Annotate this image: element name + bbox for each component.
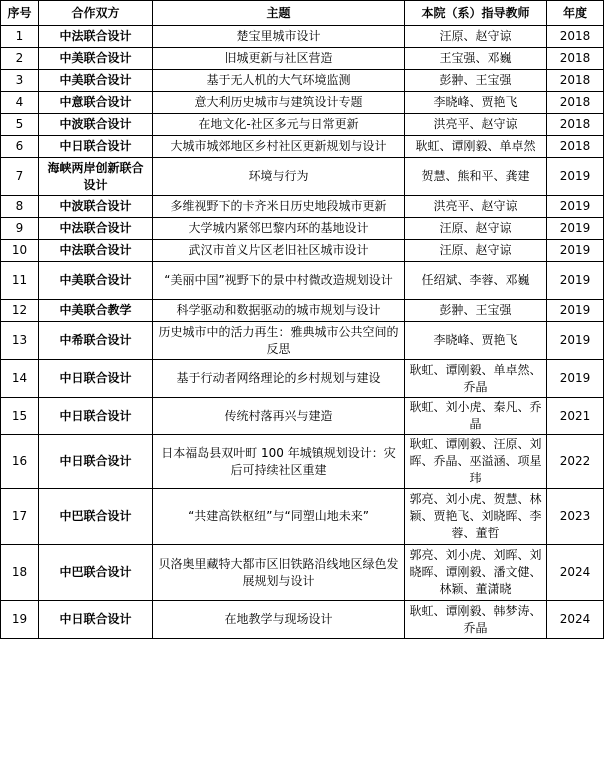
cell-index: 16 — [1, 435, 39, 489]
table-row — [1, 218, 604, 240]
cell-index: 5 — [1, 114, 39, 136]
cell-index: 8 — [1, 196, 39, 218]
cell-year: 2018 — [547, 136, 604, 158]
cell-partner: 中日联合设计 — [39, 360, 153, 398]
cell-teachers: 汪原、赵守谅 — [405, 26, 547, 48]
table-row — [1, 435, 604, 489]
cell-partner: 中日联合设计 — [39, 136, 153, 158]
table-row — [1, 158, 604, 196]
cell-partner: 中美联合设计 — [39, 70, 153, 92]
cell-year: 2018 — [547, 26, 604, 48]
cell-partner: 中希联合设计 — [39, 322, 153, 360]
cell-teachers: 耿虹、谭刚毅、单卓然、乔晶 — [405, 360, 547, 398]
cell-index: 15 — [1, 398, 39, 435]
header-row — [1, 1, 604, 26]
table-row — [1, 240, 604, 262]
cell-topic: 楚宝里城市设计 — [153, 26, 405, 48]
table-row — [1, 92, 604, 114]
cell-index: 2 — [1, 48, 39, 70]
cell-topic: “共建高铁枢纽”与“同塑山地未来” — [153, 489, 405, 545]
cell-year: 2019 — [547, 322, 604, 360]
table-row — [1, 300, 604, 322]
cell-partner: 中法联合设计 — [39, 240, 153, 262]
cell-year: 2022 — [547, 435, 604, 489]
cell-index: 13 — [1, 322, 39, 360]
cell-index: 6 — [1, 136, 39, 158]
cell-teachers: 汪原、赵守谅 — [405, 218, 547, 240]
cell-topic: 大学城内紧邻巴黎内环的基地设计 — [153, 218, 405, 240]
cell-index: 19 — [1, 601, 39, 639]
cell-year: 2021 — [547, 398, 604, 435]
cell-partner: 中巴联合设计 — [39, 545, 153, 601]
cell-teachers: 郭亮、刘小虎、刘晖、刘晓晖、谭刚毅、潘文健、林颖、董潇晓 — [405, 545, 547, 601]
cell-year: 2019 — [547, 360, 604, 398]
cell-partner: 中日联合设计 — [39, 398, 153, 435]
cell-year: 2019 — [547, 196, 604, 218]
cell-topic: 在地文化-社区多元与日常更新 — [153, 114, 405, 136]
cell-index: 9 — [1, 218, 39, 240]
header-index: 序号 — [1, 1, 39, 26]
cell-topic: 意大利历史城市与建筑设计专题 — [153, 92, 405, 114]
cell-teachers: 洪亮平、赵守谅 — [405, 114, 547, 136]
cell-teachers: 耿虹、刘小虎、秦凡、乔晶 — [405, 398, 547, 435]
cell-topic: 贝洛奥里藏特大都市区旧铁路沿线地区绿色发展规划与设计 — [153, 545, 405, 601]
cell-partner: 中美联合设计 — [39, 262, 153, 300]
cell-year: 2018 — [547, 92, 604, 114]
cell-teachers: 耿虹、谭刚毅、单卓然 — [405, 136, 547, 158]
cell-partner: 中日联合设计 — [39, 601, 153, 639]
cell-topic: 环境与行为 — [153, 158, 405, 196]
cell-partner: 中美联合设计 — [39, 48, 153, 70]
table-row — [1, 398, 604, 435]
cell-index: 11 — [1, 262, 39, 300]
cell-year: 2018 — [547, 48, 604, 70]
cell-year: 2018 — [547, 114, 604, 136]
cell-partner: 中法联合设计 — [39, 218, 153, 240]
table-row — [1, 489, 604, 545]
table-row — [1, 196, 604, 218]
cell-year: 2024 — [547, 545, 604, 601]
cell-teachers: 洪亮平、赵守谅 — [405, 196, 547, 218]
cell-topic: 旧城更新与社区营造 — [153, 48, 405, 70]
header-topic: 主题 — [153, 1, 405, 26]
cell-topic: 传统村落再兴与建造 — [153, 398, 405, 435]
cell-teachers: 汪原、赵守谅 — [405, 240, 547, 262]
cell-index: 14 — [1, 360, 39, 398]
table-row — [1, 601, 604, 639]
cell-teachers: 郭亮、刘小虎、贺慧、林颖、贾艳飞、刘晓晖、李蓉、董哲 — [405, 489, 547, 545]
cell-teachers: 李晓峰、贾艳飞 — [405, 92, 547, 114]
cell-index: 12 — [1, 300, 39, 322]
cell-teachers: 耿虹、谭刚毅、韩梦涛、乔晶 — [405, 601, 547, 639]
table-row — [1, 70, 604, 92]
cell-year: 2019 — [547, 300, 604, 322]
cell-index: 7 — [1, 158, 39, 196]
table-row — [1, 262, 604, 300]
cell-teachers: 任绍斌、李蓉、邓巍 — [405, 262, 547, 300]
header-partner: 合作双方 — [39, 1, 153, 26]
cell-topic: 基于行动者网络理论的乡村规划与建设 — [153, 360, 405, 398]
cell-topic: 历史城市中的活力再生：雅典城市公共空间的反思 — [153, 322, 405, 360]
cell-partner: 中法联合设计 — [39, 26, 153, 48]
table-row — [1, 322, 604, 360]
cell-topic: 大城市城郊地区乡村社区更新规划与设计 — [153, 136, 405, 158]
cell-partner: 中波联合设计 — [39, 114, 153, 136]
cell-topic: 在地教学与现场设计 — [153, 601, 405, 639]
cell-year: 2019 — [547, 262, 604, 300]
cell-year: 2023 — [547, 489, 604, 545]
cell-topic: 多维视野下的卡齐米日历史地段城市更新 — [153, 196, 405, 218]
table-row — [1, 114, 604, 136]
cell-teachers: 贺慧、熊和平、龚建 — [405, 158, 547, 196]
cell-topic: 科学驱动和数据驱动的城市规划与设计 — [153, 300, 405, 322]
cell-teachers: 耿虹、谭刚毅、汪原、刘晖、乔晶、巫溢涵、项星玮 — [405, 435, 547, 489]
table-row — [1, 545, 604, 601]
cell-year: 2024 — [547, 601, 604, 639]
cell-index: 1 — [1, 26, 39, 48]
cell-topic: “美丽中国”视野下的景中村微改造规划设计 — [153, 262, 405, 300]
table-row — [1, 48, 604, 70]
cell-year: 2019 — [547, 158, 604, 196]
cell-index: 17 — [1, 489, 39, 545]
table-row — [1, 136, 604, 158]
table-row — [1, 26, 604, 48]
cell-year: 2018 — [547, 70, 604, 92]
header-teachers: 本院（系）指导教师 — [405, 1, 547, 26]
cell-partner: 中波联合设计 — [39, 196, 153, 218]
cell-year: 2019 — [547, 240, 604, 262]
cell-index: 18 — [1, 545, 39, 601]
cell-year: 2019 — [547, 218, 604, 240]
cell-topic: 日本福岛县双叶町 100 年城镇规划设计：灾后可持续社区重建 — [153, 435, 405, 489]
header-year: 年度 — [547, 1, 604, 26]
table-row — [1, 360, 604, 398]
cell-partner: 海峡两岸创新联合设计 — [39, 158, 153, 196]
cell-topic: 基于无人机的大气环境监测 — [153, 70, 405, 92]
cell-index: 10 — [1, 240, 39, 262]
cell-partner: 中意联合设计 — [39, 92, 153, 114]
cell-teachers: 李晓峰、贾艳飞 — [405, 322, 547, 360]
cell-partner: 中美联合教学 — [39, 300, 153, 322]
cell-index: 3 — [1, 70, 39, 92]
cell-teachers: 王宝强、邓巍 — [405, 48, 547, 70]
cell-topic: 武汉市首义片区老旧社区城市设计 — [153, 240, 405, 262]
cell-partner: 中日联合设计 — [39, 435, 153, 489]
cell-teachers: 彭翀、王宝强 — [405, 300, 547, 322]
cell-partner: 中巴联合设计 — [39, 489, 153, 545]
cell-teachers: 彭翀、王宝强 — [405, 70, 547, 92]
cell-index: 4 — [1, 92, 39, 114]
